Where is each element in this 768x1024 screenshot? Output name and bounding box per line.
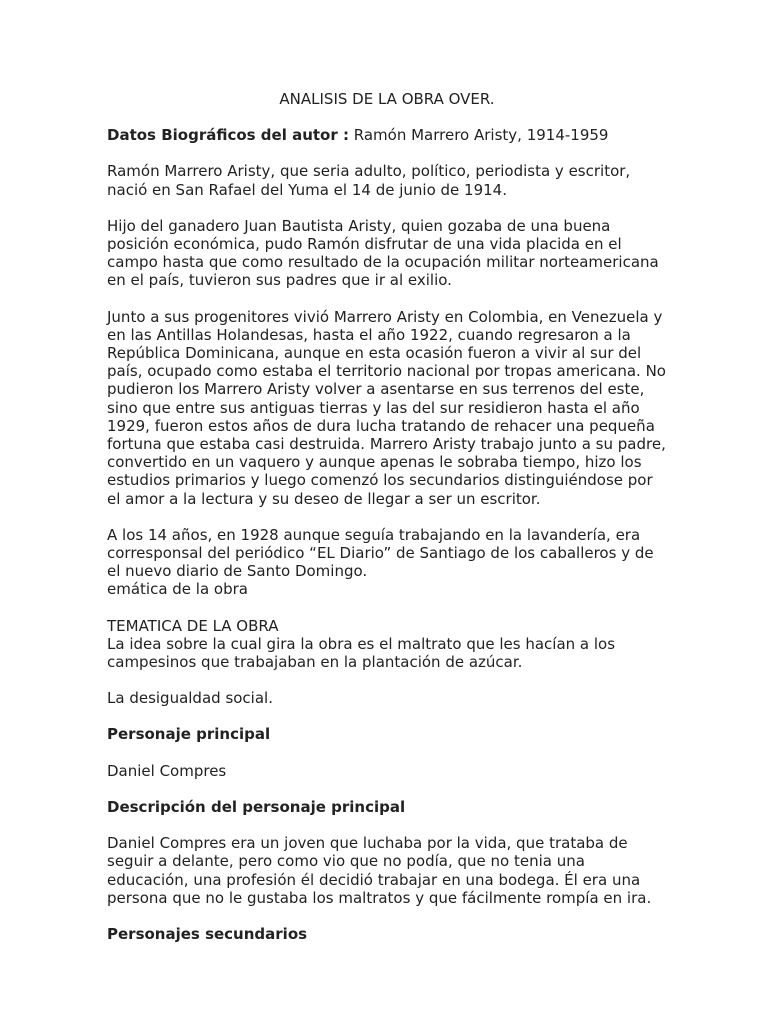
tematica-text: La idea sobre la cual gira la obra es el maltrato que les hacían a los campesinos que trabajaban en la plantación de azúcar. (107, 634, 616, 672)
text-fragment: emática de la obra (107, 580, 248, 599)
tematica-heading: TEMATICA DE LA OBRA (107, 616, 279, 635)
personaje-principal-name: Daniel Compres (107, 761, 227, 780)
paragraph-family: Hijo del ganadero Juan Bautista Aristy, quien gozaba de una buena posición económica, pudo Ramón disfrutar de una vida placida en el campo hasta que como resultado de la ocupación militar norteamericana en el país, tuvieron sus padres que ir al exilio. (107, 216, 659, 290)
personaje-principal-heading: Personaje principal (107, 725, 271, 744)
paragraph-career: A los 14 años, en 1928 aunque seguía trabajando en la lavandería, era corresponsal del periódico “EL Diario” de Santiago de los caballeros y de el nuevo diario de Santo Domingo. (107, 525, 654, 581)
secundarios-heading: Personajes secundarios (107, 924, 308, 943)
datos-biograficos (107, 126, 667, 144)
document-title: ANALISIS DE LA OBRA OVER. (279, 90, 495, 108)
descripcion-heading: Descripción del personaje principal (107, 797, 406, 816)
paragraph-exile: Junto a sus progenitores vivió Marrero Aristy en Colombia, en Venezuela y en las Antillas Holandesas, hasta el año 1922, cuando regresaron a la República Dominicana, aunque en esta ocasión fueron a vivir al sur del país, ocupado como estaba el territorio nacional por tropas americana. No pudieron los Marrero Aristy volver a asentarse en sus terrenos del este, sino que entre sus antiguas tierras y las del sur residieron hasta el año 1929, fueron estos años de dura lucha tratando de rehacer una pequeña fortuna que estaba casi destruida. Marrero Aristy trabajo junto a su padre, convertido en un vaquero y aunque apenas le sobraba tiempo, hizo los estudios primarios y luego comenzó los secundarios distinguiéndose por el amor a la lectura y su deseo de llegar a ser un escritor. (107, 307, 666, 508)
descripcion-text: Daniel Compres era un joven que luchaba por la vida, que trataba de seguir a delante, pero como vio que no podía, que no tenia una educación, una profesión él decidió trabajar en una bodega. Él era una persona que no le gustaba los maltratos y que fácilmente rompía en ira. (107, 834, 652, 907)
document-content (107, 90, 667, 961)
tematica-section (107, 617, 667, 672)
paragraph-birth: Ramón Marrero Aristy, que seria adulto, político, periodista y escritor, nació en San Rafael del Yuma el 14 de junio de 1914. (107, 162, 631, 199)
datos-value: Ramón Marrero Aristy, 1914-1959 (348, 126, 609, 145)
datos-label: Datos Biográficos del autor : (107, 126, 349, 145)
tematica-extra: La desigualdad social. (107, 689, 273, 708)
